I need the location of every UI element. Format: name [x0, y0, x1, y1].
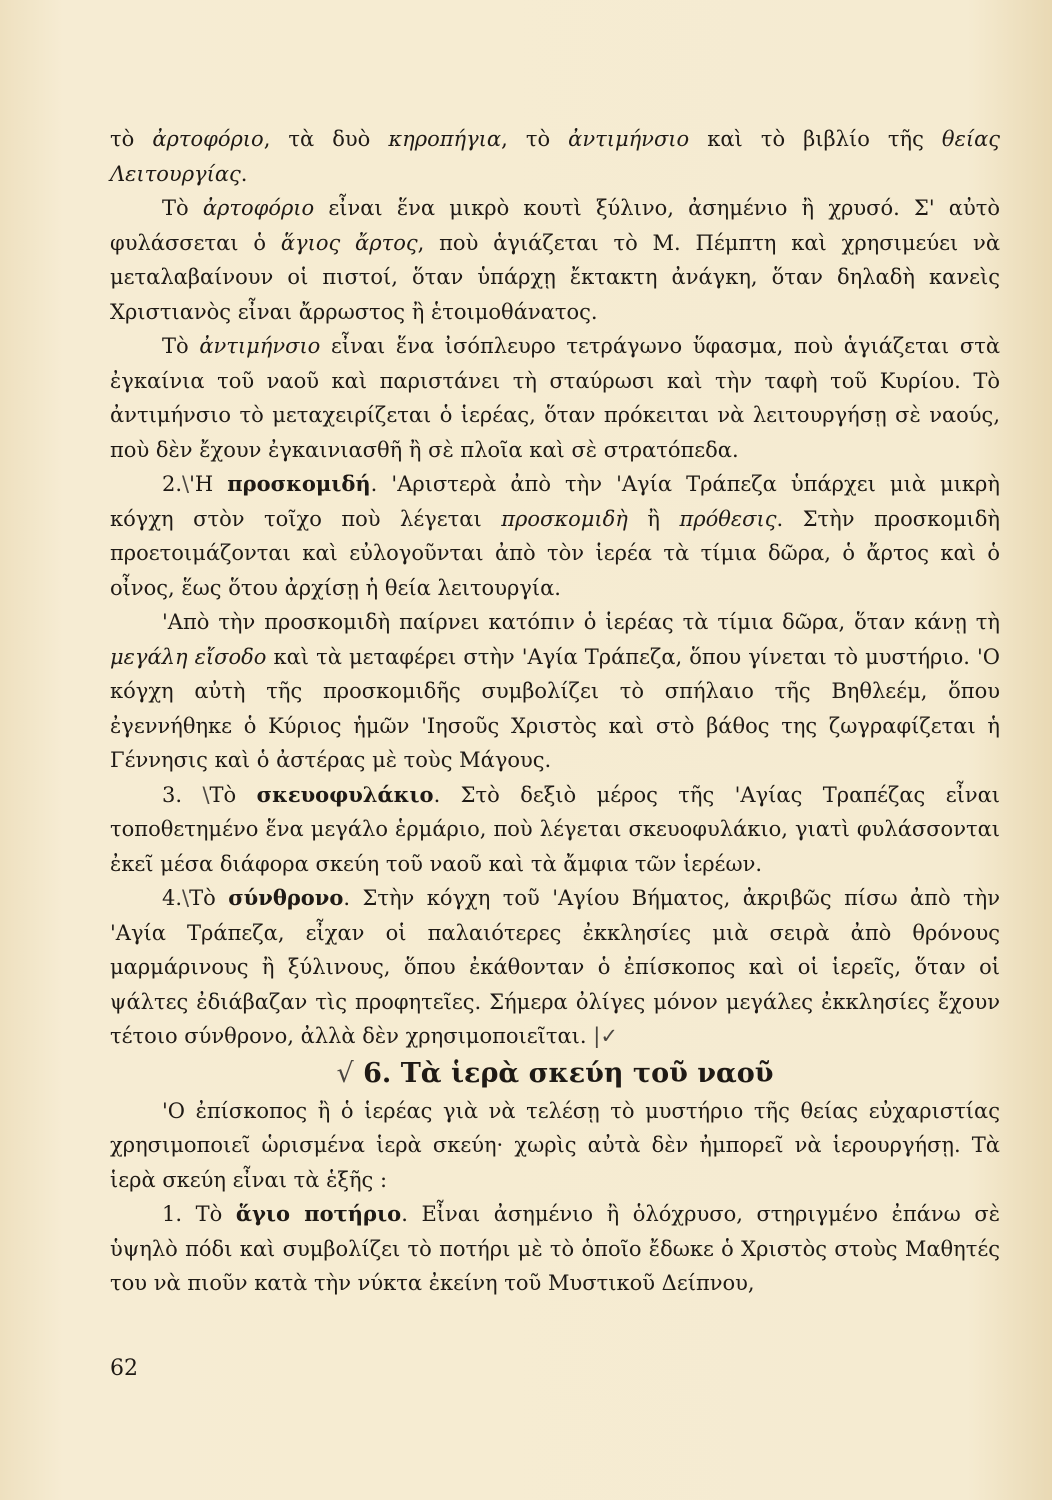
italic-term: πρόθεσις [679, 506, 777, 531]
text-run: 'Ο ἐπίσκοπος ἢ ὁ ἱερέας γιὰ νὰ τελέσῃ τὸ μυστήριο τῆς θείας εὐχαριστίας χρησιμοποιεῖ ὡρισμένα ἱερὰ σκεύη· χωρὶς αὐτὰ δὲν ἠμπορεῖ νὰ ἱερουργήσῃ. Τὰ ἱερὰ σκεύη εἶναι τὰ ἑξῆς : [110, 1098, 1000, 1192]
text-run: 3. [162, 782, 203, 807]
paragraph [110, 191, 1000, 329]
text-run: , τὰ δυὸ [263, 127, 389, 151]
text-run: 'Η [189, 472, 228, 496]
bold-term: ἅγιο ποτήριο [235, 1201, 402, 1226]
text-run: Τὸ [162, 196, 203, 220]
text-run: , ποὺ ἁγιάζεται τὸ Μ. Πέμπτη καὶ χρησιμεύει νὰ μεταλαβαίνουν οἱ πιστοί, ὅταν ὑπάρχῃ ἔκτακτη ἀνάγκη, ὅταν δηλαδὴ κανεὶς Χριστιανὸς εἶναι ἄρρωστος ἢ ἑτοιμοθάνατος. [110, 230, 1000, 324]
bold-term: σκευοφυλάκιο [256, 781, 434, 807]
pencil-mark: \ [182, 472, 190, 496]
paragraph [110, 329, 1000, 467]
text-run: εἶναι ἕνα ἰσόπλευρο τετράγωνο ὕφασμα, ποὺ ἁγιάζεται στὰ ἐγκαίνια τοῦ ναοῦ καὶ παριστάνει τὴ σταύρωσι καὶ τὴν ταφὴ τοῦ Κυρίου. Τὸ ἀντιμήνσιο τὸ μεταχειρίζεται ὁ ἱερέας, ὅταν πρόκειται νὰ λειτουργήσῃ σὲ ναούς, ποὺ δὲν ἔχουν ἐγκαινιασθῆ ἢ σὲ πλοῖα καὶ σὲ στρατόπεδα. [110, 334, 1001, 462]
pencil-mark: \ [202, 782, 210, 807]
heading-text: 6. Τὰ ἱερὰ σκεύη τοῦ ναοῦ [363, 1057, 774, 1089]
paragraph [110, 881, 1000, 1054]
text-run: Τὸ [162, 334, 200, 358]
bold-term: σύνθρονο [228, 885, 344, 910]
paragraph [110, 1094, 1000, 1198]
text-run: . Εἶναι ἀσημένιο ἢ ὁλόχρυσο, στηριγμένο ἐπάνω σὲ ὑψηλὸ πόδι καὶ συμβολίζει τὸ ποτήρι μὲ τὸ ὁποῖο ἔδωκε ὁ Χριστὸς στοὺς Μαθητές του νὰ πιοῦν κατὰ τὴν νύκτα ἐκείνη τοῦ Μυστικοῦ Δείπνου, [110, 1202, 1000, 1295]
italic-term: ἀντιμήνσιο [199, 334, 321, 358]
italic-term: θείας Λειτουργίας [110, 127, 1001, 186]
text-run: 'Απὸ τὴν προσκομιδὴ παίρνει κατόπιν ὁ ἱερέας τὰ τίμια δῶρα, ὅταν κάνῃ τὴ [162, 610, 1000, 634]
check-mark-icon: √ [336, 1057, 354, 1089]
italic-term: ἀρτοφόριο [152, 127, 264, 151]
paragraph [110, 467, 1000, 605]
text-run: Τὸ [209, 782, 257, 807]
section-heading [110, 1054, 1000, 1094]
text-run: . Στὴν προσκομιδὴ προετοιμάζονται καὶ εὐλογοῦνται ἀπὸ τὸν ἱερέα τὰ τίμια δῶρα, ὁ ἄρτος καὶ ὁ οἶνος, ἕως ὅτου ἀρχίσῃ ἡ θεία λειτουργία. [110, 506, 1001, 600]
italic-term: κηροπήγια [388, 127, 502, 151]
italic-term: ἅγιος ἄρτος [280, 230, 418, 255]
text-run: 1. Τὸ [162, 1202, 236, 1226]
italic-term: ἀρτοφόριο [202, 196, 315, 220]
text-run: τὸ [110, 127, 153, 151]
paragraph [110, 605, 1000, 778]
text-run: Τὸ [189, 886, 229, 910]
text-run: 4. [162, 886, 183, 910]
text-run: ἢ [627, 506, 680, 531]
page-body [110, 122, 1000, 1301]
text-run: . Στὴν κόγχη τοῦ 'Αγίου Βήματος, ἀκριβῶς πίσω ἀπὸ τὴν 'Αγία Τράπεζα, εἶχαν οἱ παλαιότερες ἐκκλησίες μιὰ σειρὰ ἀπὸ θρόνους μαρμάρινους ἢ ξύλινους, ὅπου ἐκάθονταν ὁ ἐπίσκοπος καὶ οἱ ἱερεῖς, ὅταν οἱ ψάλτες ἐδιάβαζαν τὶς προφητεῖες. Σήμερα ὀλίγες μόνον μεγάλες ἐκκλησίες ἔχουν τέτοιο σύνθρονο, ἀλλὰ δὲν χρησιμοποιεῖται. [110, 886, 1001, 1048]
bold-term: προσκομιδή [227, 471, 371, 496]
text-run: καὶ τὸ βιβλίο τῆς [689, 127, 942, 151]
italic-term: μεγάλη εἴσοδο [110, 644, 267, 669]
text-run: . [240, 161, 248, 186]
text-run: , τὸ [501, 127, 569, 151]
text-run: . Στὸ δεξιὸ μέρος τῆς 'Αγίας Τραπέζας εἶναι τοποθετημένο ἕνα μεγάλο ἑρμάριο, ποὺ λέγεται σκευοφυλάκιο, γιατὶ φυλάσσονται ἐκεῖ μέσα διάφορα σκεύη τοῦ ναοῦ καὶ τὰ ἄμφια τῶν ἱερέων. [110, 782, 1001, 876]
paragraph [110, 1197, 1000, 1301]
pencil-mark: \ [182, 886, 190, 910]
text-run: . 'Αριστερὰ ἀπὸ τὴν 'Αγία Τράπεζα ὑπάρχει μιὰ μικρὴ κόγχη στὸν τοῖχο ποὺ λέγεται [110, 472, 1000, 531]
paragraph [110, 122, 1000, 191]
italic-term: προσκομιδὴ [501, 506, 628, 531]
paragraph [110, 778, 1000, 882]
page-number: 62 [110, 1356, 138, 1381]
text-run: καὶ τὰ μεταφέρει στὴν 'Αγία Τράπεζα, ὅπου γίνεται τὸ μυστήριο. 'Ο κόγχη αὐτὴ τῆς προσκομιδῆς συμβολίζει τὸ σπήλαιο τῆς Βηθλεέμ, ὅπου ἐγεννήθηκε ὁ Κύριος ἡμῶν 'Ιησοῦς Χριστὸς καὶ στὸ βάθος της ζωγραφίζεται ἡ Γέννησις καὶ ὁ ἀστέρας μὲ τοὺς Μάγους. [110, 644, 1000, 772]
text-run: εἶναι ἕνα μικρὸ κουτὶ ξύλινο, ἀσημένιο ἢ χρυσό. Σ' αὐτὸ φυλάσσεται ὁ [110, 196, 1000, 255]
text-run: 2. [162, 472, 183, 496]
check-mark-icon: |✓ [586, 1024, 618, 1048]
italic-term: ἀντιμήνσιο [568, 127, 690, 151]
